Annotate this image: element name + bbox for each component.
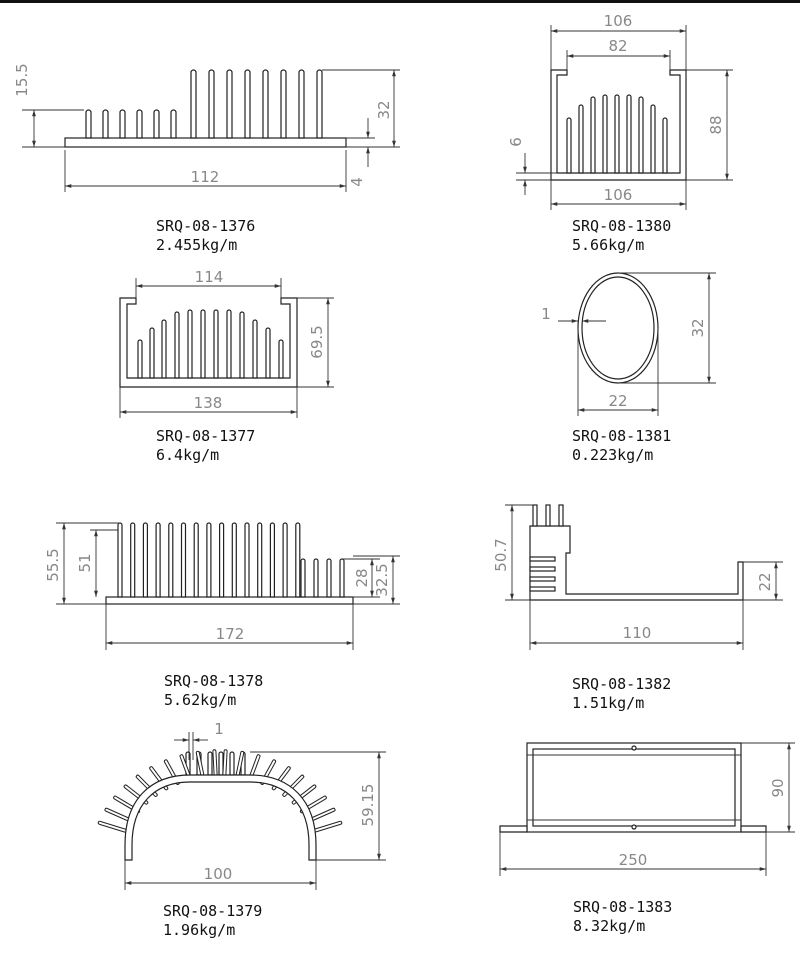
profile-1383-inner (533, 749, 735, 826)
profile-weight: 1.51kg/m (572, 694, 645, 712)
dim-1378-low-height: 32.5 (373, 563, 391, 597)
profile-1376-base (65, 138, 346, 147)
profile-weight: 8.32kg/m (573, 917, 646, 935)
caption-1376 (156, 217, 255, 255)
profile-code: SRQ-08-1383 (573, 898, 673, 916)
fin (258, 523, 262, 597)
fin (615, 95, 619, 173)
fin (263, 70, 268, 138)
fin (253, 320, 257, 378)
profile-code: SRQ-08-1379 (163, 902, 263, 920)
fin (207, 523, 211, 597)
fin (639, 97, 643, 173)
profile-1376-drawing (13, 63, 400, 192)
radial-fin (100, 823, 126, 831)
fin (175, 312, 179, 378)
dim-1381-width: 22 (608, 392, 628, 410)
dim-1379-height: 59.15 (359, 783, 377, 827)
profile-1377-drawing (120, 268, 334, 418)
profile-1379-arch (125, 775, 316, 860)
fin (182, 523, 186, 597)
dim-1382-wall: 22 (756, 572, 774, 592)
fin (283, 523, 287, 597)
fin (245, 523, 249, 597)
dim-1377-inner: 114 (194, 268, 224, 286)
profile-1382-body (530, 526, 743, 600)
fin (232, 523, 236, 597)
profile-1377-fins (138, 310, 283, 378)
profile-1383-flange-left (500, 826, 527, 832)
fin (220, 523, 224, 597)
fin (627, 95, 631, 173)
fin (201, 310, 205, 378)
dim-1376-step: 15.5 (13, 63, 31, 97)
dim-1376-height: 32 (375, 100, 393, 120)
fin (603, 95, 607, 173)
profile-code: SRQ-08-1378 (164, 672, 264, 690)
profile-1383-flange-right (741, 826, 766, 832)
fin (137, 110, 142, 138)
radial-fin (314, 823, 340, 831)
profile-1380-fins (567, 95, 667, 173)
profile-code: SRQ-08-1377 (156, 427, 256, 445)
fin (663, 118, 667, 173)
profile-weight: 6.4kg/m (156, 446, 220, 464)
fin (194, 523, 198, 597)
fin (301, 559, 305, 597)
fin (171, 110, 176, 138)
profile-weight: 0.223kg/m (572, 446, 654, 464)
dim-1383-height: 90 (769, 778, 787, 798)
fin (103, 110, 108, 138)
dim-1380-height: 88 (707, 115, 725, 135)
caption-1377 (156, 427, 255, 465)
fin (86, 110, 91, 138)
profile-weight: 1.96kg/m (163, 921, 236, 939)
fin (227, 70, 232, 138)
fin (169, 523, 173, 597)
fin (162, 320, 166, 378)
dim-1378-width: 172 (215, 625, 245, 643)
fin (230, 752, 234, 775)
fin (131, 523, 135, 597)
radial-fin (106, 810, 131, 821)
fin (579, 105, 583, 173)
fin (299, 70, 304, 138)
fin (327, 559, 331, 597)
fin (296, 523, 300, 597)
fin (227, 310, 231, 378)
fin (143, 523, 147, 597)
fin (214, 310, 218, 378)
dim-1378-fin: 51 (76, 553, 94, 573)
caption-1379 (163, 902, 262, 940)
caption-1382 (572, 675, 671, 713)
profile-1381-drawing (541, 273, 716, 416)
profile-weight: 5.66kg/m (572, 236, 645, 254)
fin (150, 328, 154, 378)
dim-1380-inner: 82 (608, 37, 628, 55)
dim-1383-width: 250 (618, 851, 648, 869)
profile-1383-slot-top (632, 746, 636, 750)
dim-1376-width: 112 (190, 168, 220, 186)
fin (191, 70, 196, 138)
profile-1380-drawing (507, 12, 733, 210)
fin (651, 105, 655, 173)
fin (240, 312, 244, 378)
fin (120, 110, 125, 138)
fin (281, 70, 286, 138)
fin (154, 110, 159, 138)
dim-1382-height: 50.7 (492, 538, 510, 572)
fin (209, 70, 214, 138)
profile-1383-drawing (500, 743, 795, 876)
fin (270, 523, 274, 597)
profile-weight: 5.62kg/m (164, 691, 237, 709)
fin (219, 752, 223, 775)
fin (156, 523, 160, 597)
profile-1376-fins (86, 70, 322, 138)
profile-1378-base (106, 597, 353, 604)
profile-code: SRQ-08-1376 (156, 217, 256, 235)
dim-1377-width: 138 (193, 394, 223, 412)
profile-code: SRQ-08-1381 (572, 427, 672, 445)
profile-code: SRQ-08-1380 (572, 217, 672, 235)
profile-code: SRQ-08-1382 (572, 675, 672, 693)
fin (279, 340, 283, 378)
dim-1376-base: 4 (348, 177, 366, 187)
profile-1382-drawing (492, 505, 783, 650)
dim-1378-outer: 55.5 (44, 548, 62, 582)
radial-fin (214, 751, 215, 775)
profile-1382-top-fins (533, 505, 563, 526)
dim-1382-width: 110 (622, 624, 652, 642)
fin (118, 523, 122, 597)
fin (317, 70, 322, 138)
fin (138, 340, 142, 378)
fin (591, 97, 595, 173)
dim-1381-wall: 1 (541, 305, 551, 323)
dim-1379-width: 100 (203, 865, 233, 883)
dim-1381-height: 32 (689, 318, 707, 338)
fin (188, 310, 192, 378)
radial-fin (224, 751, 225, 775)
profile-1383-slot-bottom (632, 825, 636, 829)
caption-1381 (572, 427, 671, 465)
caption-1378 (164, 672, 263, 710)
fin (208, 752, 212, 775)
dim-1380-top: 106 (603, 12, 633, 30)
profile-1381-inner (582, 277, 654, 379)
fin (567, 118, 571, 173)
caption-1380 (572, 217, 671, 255)
fin (245, 70, 250, 138)
dim-1380-lip: 6 (507, 137, 525, 147)
dim-1380-bottom: 106 (603, 186, 633, 204)
fin (314, 559, 318, 597)
profile-1378-fins (118, 523, 344, 597)
fin (340, 559, 344, 597)
dim-1379-fin: 1 (214, 720, 224, 738)
caption-1383 (573, 898, 672, 936)
dim-1378-low-fin: 28 (353, 568, 371, 588)
profile-weight: 2.455kg/m (156, 236, 238, 254)
profile-1379-drawing (100, 720, 386, 890)
dim-1377-height: 69.5 (308, 325, 326, 359)
fin (266, 328, 270, 378)
profile-1378-drawing (44, 523, 400, 650)
